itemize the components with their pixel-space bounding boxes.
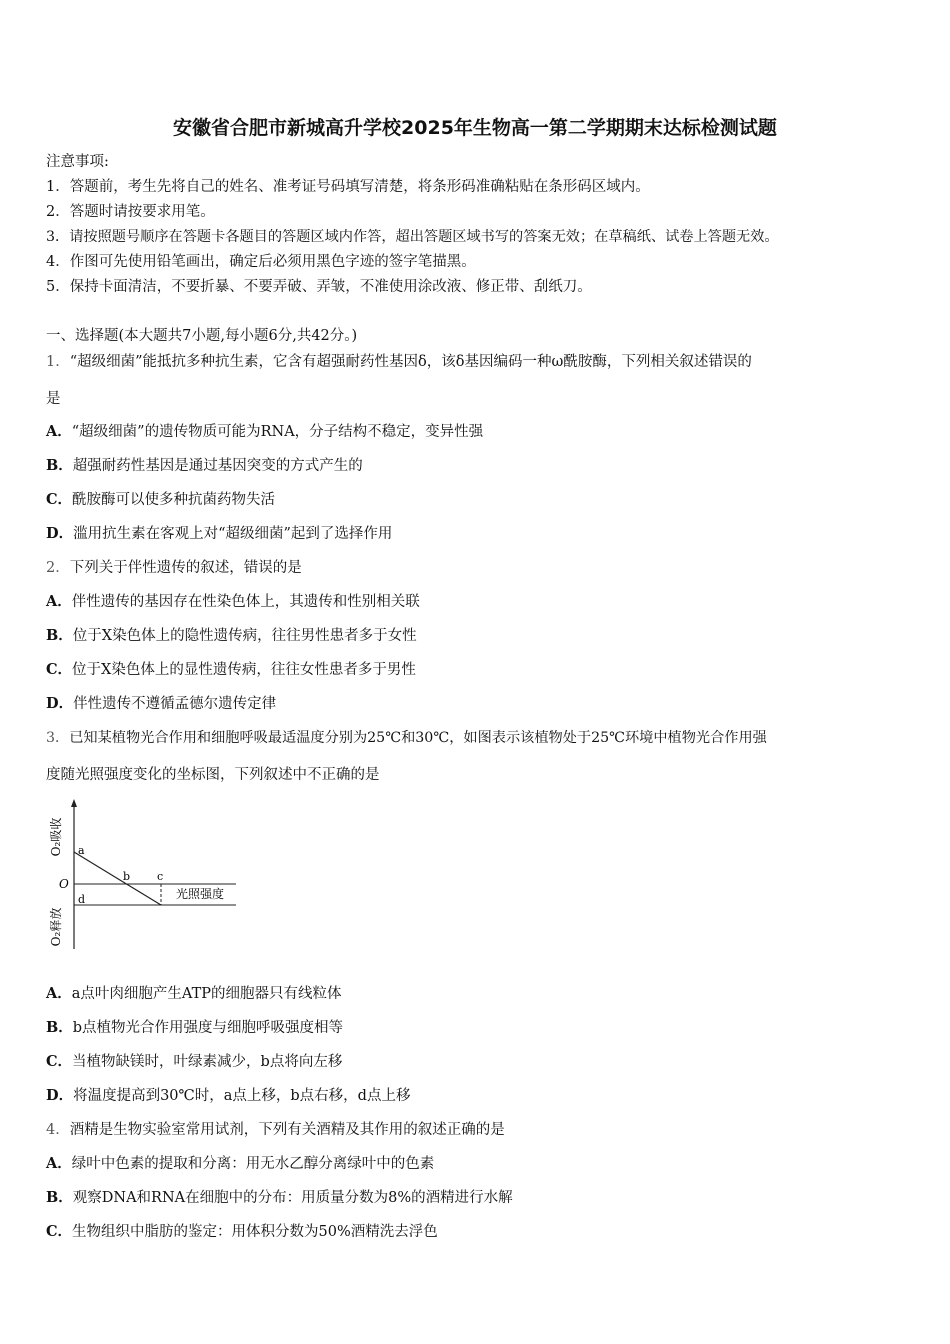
q1-option-d <box>46 524 392 544</box>
point-a-label: a <box>78 844 85 857</box>
question-text: “超级细菌”能抵抗多种抗生素，它含有超强耐药性基因δ，该δ基因编码一种ω酰胺酶，下列相关叙述错误的 <box>69 354 752 370</box>
q3-option-d <box>46 1086 410 1106</box>
q3-option-c <box>46 1052 342 1072</box>
option-text: 酰胺酶可以使多种抗菌药物失活 <box>72 492 276 508</box>
option-text: 生物组织中脂肪的鉴定：用体积分数为50%酒精洗去浮色 <box>72 1224 438 1240</box>
x-axis-label: 光照强度 <box>176 887 225 901</box>
q2-option-c <box>46 660 416 680</box>
q3-option-b <box>46 1018 343 1038</box>
option-label: D． <box>46 1087 74 1104</box>
point-b-label: b <box>123 870 131 883</box>
option-text: a点叶肉细胞产生ATP的细胞器只有线粒体 <box>71 986 342 1002</box>
q1-option-a <box>46 422 483 442</box>
point-d-label: d <box>78 893 86 906</box>
option-label: A． <box>46 985 72 1002</box>
q3-option-a <box>46 984 342 1004</box>
option-text: “超级细菌”的遗传物质可能为RNA，分子结构不稳定，变异性强 <box>71 424 484 440</box>
option-text: 位于X染色体上的显性遗传病，往往女性患者多于男性 <box>72 662 416 678</box>
question-number: 2． <box>46 560 70 576</box>
notice-item-5: 5．保持卡面清洁，不要折暴、不要弄破、弄皱，不准使用涂改液、修正带、刮纸刀。 <box>46 279 592 295</box>
light-intensity-figure <box>46 797 246 956</box>
option-label: B． <box>46 1189 73 1206</box>
option-text: 观察DNA和RNA在细胞中的分布：用质量分数为8%的酒精进行水解 <box>72 1190 513 1206</box>
question-4-stem <box>46 1120 505 1140</box>
y-top-label: O₂吸收 <box>49 817 63 857</box>
q2-option-b <box>46 626 417 646</box>
option-label: D． <box>46 525 74 542</box>
option-label: B． <box>46 627 73 644</box>
option-label: C． <box>46 661 73 678</box>
option-label: A． <box>46 593 72 610</box>
option-text: 伴性遗传不遵循孟德尔遗传定律 <box>73 696 277 712</box>
q4-option-b <box>46 1188 513 1208</box>
option-label: C． <box>46 1053 73 1070</box>
question-1-stem-cont: 是 <box>46 391 61 407</box>
question-number: 4． <box>46 1122 70 1138</box>
q2-option-a <box>46 592 420 612</box>
y-bottom-label: O₂释放 <box>49 907 63 947</box>
option-label: A． <box>46 423 72 440</box>
page-title: 安徽省合肥市新城高升学校2025年生物高一第二学期期末达标检测试题 <box>173 117 777 139</box>
option-label: B． <box>46 457 73 474</box>
question-1-stem <box>46 352 752 372</box>
notice-item-2: 2．答题时请按要求用笔。 <box>46 204 215 220</box>
question-text: 下列关于伴性遗传的叙述，错误的是 <box>69 560 302 576</box>
origin-label: O <box>59 877 69 891</box>
notice-item-1: 1．答题前，考生先将自己的姓名、准考证号码填写清楚，将条形码准确粘贴在条形码区域内。 <box>46 179 650 195</box>
q1-option-b <box>46 456 363 476</box>
option-text: 绿叶中色素的提取和分离：用无水乙醇分离绿叶中的色素 <box>71 1156 435 1172</box>
option-label: C． <box>46 1223 73 1240</box>
question-3-stem-cont: 度随光照强度变化的坐标图，下列叙述中不正确的是 <box>46 767 380 783</box>
q1-option-c <box>46 490 275 510</box>
option-text: 超强耐药性基因是通过基因突变的方式产生的 <box>72 458 363 474</box>
question-number: 1． <box>46 354 70 370</box>
point-c-label: c <box>157 870 164 883</box>
option-text: 当植物缺镁时，叶绿素减少，b点将向左移 <box>72 1054 343 1070</box>
option-text: b点植物光合作用强度与细胞呼吸强度相等 <box>72 1020 344 1036</box>
notice-item-4: 4．作图可先使用铅笔画出，确定后必须用黑色字迹的签字笔描黑。 <box>46 254 476 270</box>
q2-option-d <box>46 694 276 714</box>
option-text: 伴性遗传的基因存在性染色体上，其遗传和性别相关联 <box>71 594 420 610</box>
question-2-stem <box>46 558 302 578</box>
photosynthesis-curve <box>74 852 164 905</box>
y-axis-arrow <box>71 799 77 807</box>
option-label: B． <box>46 1019 73 1036</box>
option-label: A． <box>46 1155 72 1172</box>
q4-option-c <box>46 1222 438 1242</box>
question-number: 3． <box>46 730 70 746</box>
option-text: 位于X染色体上的隐性遗传病，往往男性患者多于女性 <box>72 628 417 644</box>
option-label: D． <box>46 695 74 712</box>
notice-heading: 注意事项: <box>46 154 109 170</box>
notice-item-3: 3．请按照题号顺序在答题卡各题目的答题区域内作答，超出答题区域书写的答案无效；在草稿纸、试卷上答题无效。 <box>46 229 779 245</box>
question-3-stem <box>46 728 767 748</box>
option-text: 滥用抗生素在客观上对“超级细菌”起到了选择作用 <box>73 526 393 542</box>
light-curve-diagram <box>46 797 246 952</box>
question-text: 酒精是生物实验室常用试剂，下列有关酒精及其作用的叙述正确的是 <box>69 1122 505 1138</box>
question-text: 已知某植物光合作用和细胞呼吸最适温度分别为25℃和30℃，如图表示该植物处于25℃环境中植物光合作用强 <box>69 730 767 746</box>
q4-option-a <box>46 1154 434 1174</box>
option-label: C． <box>46 491 73 508</box>
section-heading: 一、选择题(本大题共7小题,每小题6分,共42分。) <box>46 328 358 344</box>
option-text: 将温度提高到30℃时，a点上移，b点右移，d点上移 <box>73 1088 411 1104</box>
